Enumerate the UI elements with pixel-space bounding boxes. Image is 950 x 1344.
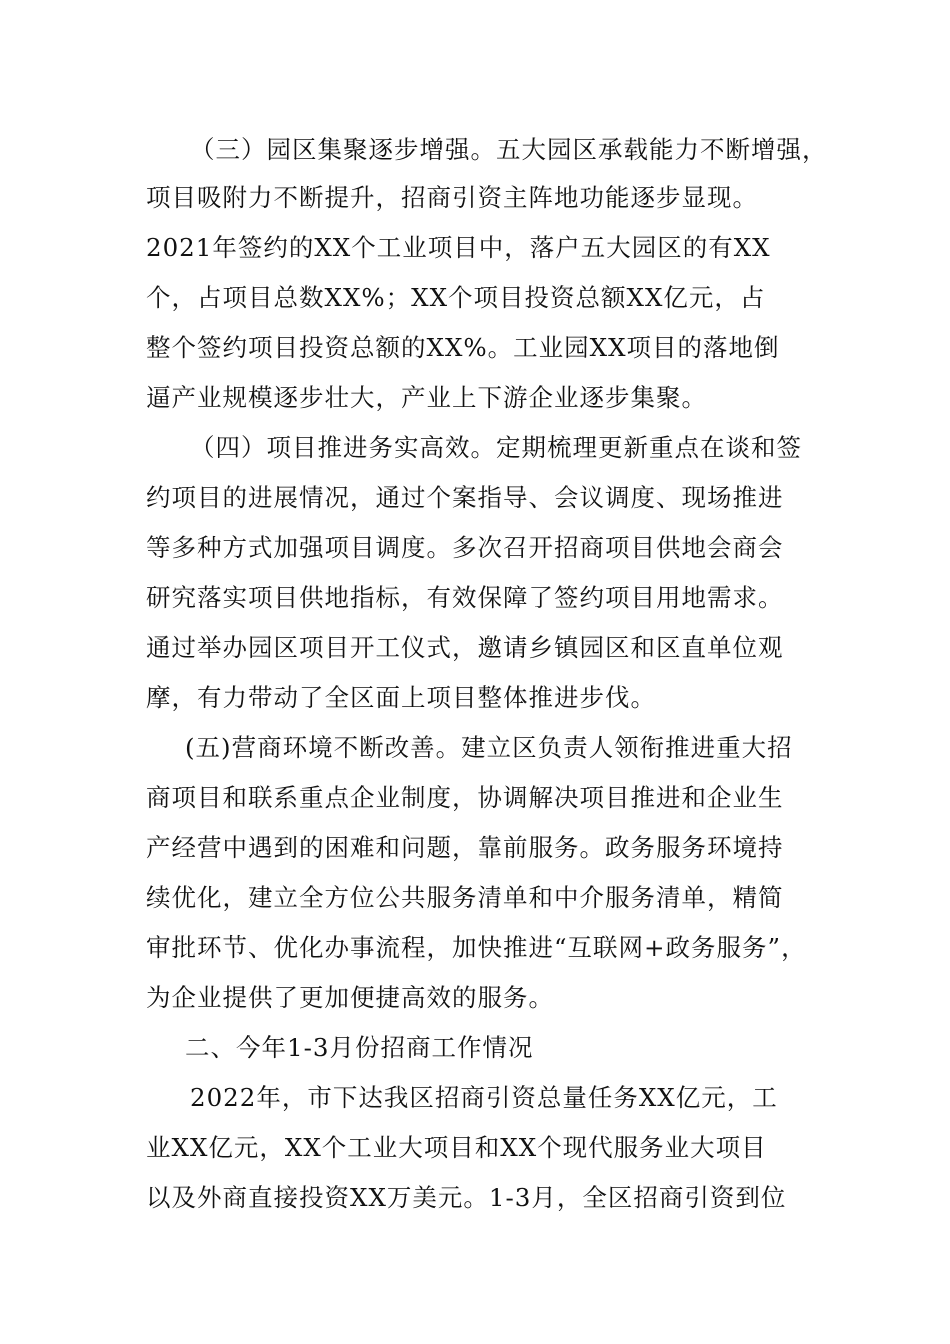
paragraph-2022-targets-line-3: 以及外商直接投资XX万美元。1-3月，全区招商引资到位 <box>146 1183 787 1212</box>
paragraph-project-promotion-line-5: 通过举办园区项目开工仪式，邀请乡镇园区和区直单位观 <box>146 633 784 662</box>
paragraph-business-environment-line-2: 商项目和联系重点企业制度，协调解决项目推进和企业生 <box>146 783 784 812</box>
paragraph-business-environment-line-3: 产经营中遇到的困难和问题，靠前服务。政务服务环境持 <box>146 833 784 862</box>
paragraph-park-agglomeration-line-5: 整个签约项目投资总额的XX%。工业园XX项目的落地倒 <box>146 333 780 362</box>
paragraph-park-agglomeration-line-2: 项目吸附力不断提升，招商引资主阵地功能逐步显现。 <box>146 183 758 212</box>
paragraph-project-promotion-line-2: 约项目的进展情况，通过个案指导、会议调度、现场推进 <box>146 483 784 512</box>
section-heading-first-quarter: 二、今年1-3月份招商工作情况 <box>185 1033 534 1062</box>
paragraph-park-agglomeration-line-6: 逼产业规模逐步壮大，产业上下游企业逐步集聚。 <box>146 383 707 412</box>
paragraph-2022-targets-line-2: 业XX亿元，XX个工业大项目和XX个现代服务业大项目 <box>146 1133 767 1162</box>
paragraph-park-agglomeration-line-1: （三）园区集聚逐步增强。五大园区承载能力不断增强， <box>190 135 828 164</box>
paragraph-park-agglomeration-line-3: 2021年签约的XX个工业项目中，落户五大园区的有XX <box>146 233 771 262</box>
paragraph-project-promotion-line-1: （四）项目推进务实高效。定期梳理更新重点在谈和签 <box>190 433 802 462</box>
paragraph-business-environment-line-4: 续优化，建立全方位公共服务清单和中介服务清单，精简 <box>146 883 784 912</box>
paragraph-park-agglomeration-line-4: 个，占项目总数XX%；XX个项目投资总额XX亿元，占 <box>146 283 766 312</box>
paragraph-business-environment-line-5: 审批环节、优化办事流程，加快推进“互联网+政务服务”， <box>146 933 807 962</box>
paragraph-2022-targets-line-1: 2022年，市下达我区招商引资总量任务XX亿元，工 <box>190 1083 778 1112</box>
paragraph-project-promotion-line-6: 摩，有力带动了全区面上项目整体推进步伐。 <box>146 683 656 712</box>
paragraph-project-promotion-line-4: 研究落实项目供地指标，有效保障了签约项目用地需求。 <box>146 583 784 612</box>
paragraph-business-environment-line-1: (五)营商环境不断改善。建立区负责人领衔推进重大招 <box>185 733 793 762</box>
paragraph-business-environment-line-6: 为企业提供了更加便捷高效的服务。 <box>146 983 554 1012</box>
paragraph-project-promotion-line-3: 等多种方式加强项目调度。多次召开招商项目供地会商会 <box>146 533 784 562</box>
